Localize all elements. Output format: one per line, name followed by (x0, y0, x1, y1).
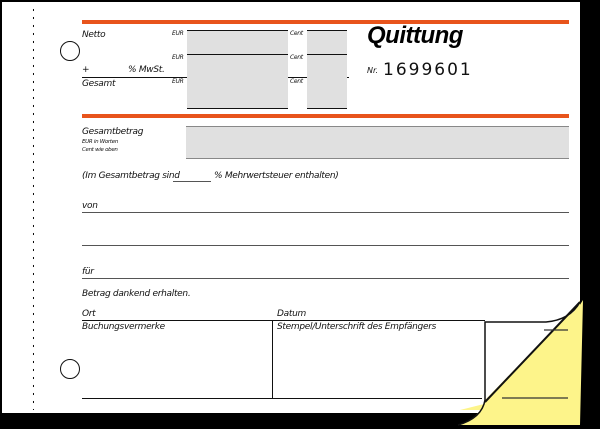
ort-datum-line[interactable] (82, 320, 485, 321)
eur-label-gesamt: EUR (172, 78, 184, 85)
ort-label: Ort (82, 309, 96, 319)
netto-label: Netto (82, 30, 106, 40)
eur-line-3 (187, 108, 288, 109)
receipt-number: 1699601 (383, 60, 473, 80)
total-label: Gesamtbetrag (82, 127, 144, 137)
cent-label-gesamt: Cent (290, 78, 303, 85)
perforation-line (32, 6, 34, 410)
fuer-label: für (82, 267, 94, 277)
cent-line-1 (307, 30, 347, 31)
cent-field-column[interactable] (307, 31, 347, 109)
eur-line-1 (187, 30, 288, 31)
total-words-field[interactable] (186, 126, 569, 159)
accent-bar-top (82, 20, 569, 24)
total-sub-cent: Cent wie oben (82, 147, 118, 153)
vat-note-prefix: (Im Gesamtbetrag sind (82, 171, 180, 181)
number-label: Nr. (367, 66, 379, 75)
cent-label-mwst: Cent (290, 54, 303, 61)
bottom-divider (272, 320, 273, 398)
vat-note-suffix: % Mehrwertsteuer enthalten) (214, 171, 339, 181)
form-title: Quittung (367, 22, 463, 49)
gesamt-label: Gesamt (82, 79, 116, 89)
bottom-line (82, 398, 482, 399)
eur-field-column[interactable] (187, 31, 288, 109)
cent-line-2 (307, 54, 347, 55)
cent-label-netto: Cent (290, 30, 303, 37)
von-label: von (82, 201, 98, 211)
vat-percent-blank[interactable] (173, 181, 211, 182)
fuer-line[interactable] (82, 278, 569, 279)
cent-line-3 (307, 108, 347, 109)
buchung-label: Buchungsvermerke (82, 322, 165, 332)
punch-hole-top (60, 41, 80, 61)
punch-hole-bottom (60, 359, 80, 379)
page-curl-icon (440, 300, 600, 429)
total-sub-words: EUR in Worten (82, 139, 119, 145)
eur-line-2 (187, 54, 288, 55)
plus-label: + (82, 65, 90, 75)
mwst-label: % MwSt. (128, 65, 165, 75)
stempel-label: Stempel/Unterschrift des Empfängers (277, 322, 436, 332)
datum-label: Datum (277, 309, 306, 319)
von-line-2[interactable] (82, 245, 569, 246)
eur-label-netto: EUR (172, 30, 184, 37)
von-line-1[interactable] (82, 212, 569, 213)
thanks-text: Betrag dankend erhalten. (82, 289, 191, 299)
eur-label-mwst: EUR (172, 54, 184, 61)
accent-bar-middle (82, 114, 569, 118)
